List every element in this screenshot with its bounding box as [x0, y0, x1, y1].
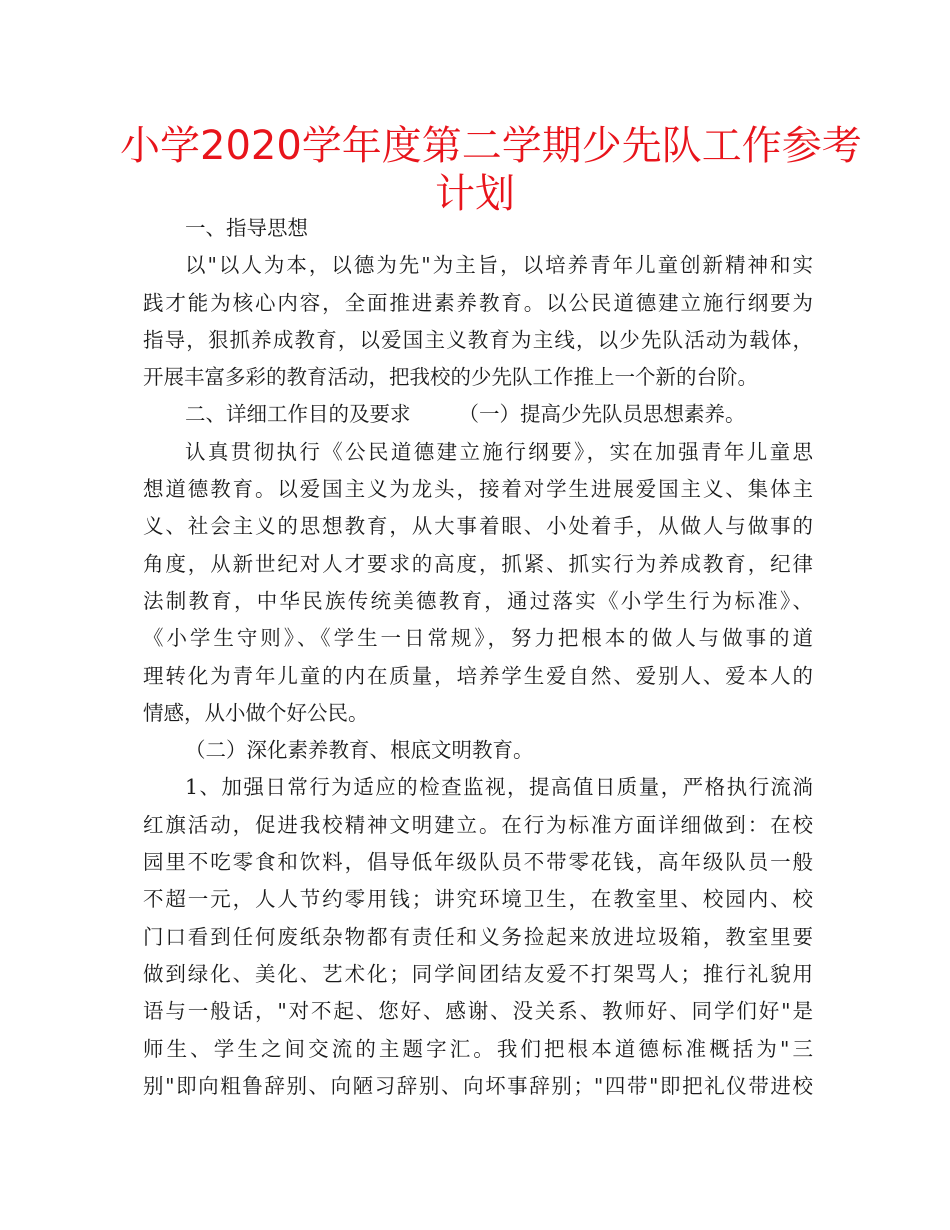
section-heading-line	[143, 396, 813, 433]
document-title-line-1: 小学2020学年度第二学期少先队工作参考	[120, 123, 862, 169]
paragraph-line: 《小学生守则》、《学生一日常规》，努力把根本的做人与做事的道	[143, 626, 813, 651]
paragraph-line: 理转化为青年儿童的内在质量，培养学生爱自然、爱别人、爱本人的	[143, 663, 813, 688]
paragraph-line: 红旗活动，促进我校精神文明建立。在行为标准方面详细做到：在校	[143, 812, 813, 837]
paragraph-line: 法制教育，中华民族传统美德教育，通过落实《小学生行为标准》、	[143, 588, 813, 613]
paragraph-line: 1、加强日常行为适应的检查监视，提高值日质量，严格执行流淌	[185, 775, 813, 800]
subsection-heading: （一）提高少先队员思想素养。	[458, 402, 746, 427]
paragraph-line: 践才能为核心内容，全面推进素养教育。以公民道德建立施行纲要为	[143, 290, 813, 315]
paragraph-line: 语与一般话，"对不起、您好、感谢、没关系、教师好、同学们好"是	[143, 999, 813, 1024]
paragraph-line: 师生、学生之间交流的主题字汇。我们把根本道德标准概括为"三	[143, 1036, 813, 1061]
paragraph-line: 园里不吃零食和饮料，倡导低年级队员不带零花钱，高年级队员一般	[143, 850, 813, 875]
section-heading: 二、详细工作目的及要求	[185, 402, 411, 427]
paragraph-line: 不超一元，人人节约零用钱；讲究环境卫生，在教室里、校园内、校	[143, 887, 813, 912]
paragraph-line: 指导，狠抓养成教育，以爱国主义教育为主线，以少先队活动为载体，	[143, 327, 813, 352]
paragraph-line: 情感，从小做个好公民。	[143, 700, 369, 725]
document-title-line-2: 计划	[435, 171, 515, 217]
paragraph-line: 角度，从新世纪对人才要求的高度，抓紧、抓实行为养成教育，纪律	[143, 551, 813, 576]
document-body	[143, 210, 813, 1105]
paragraph-line: 做到绿化、美化、艺术化；同学间团结友爱不打架骂人；推行礼貌用	[143, 961, 813, 986]
paragraph-line: 开展丰富多彩的教育活动，把我校的少先队工作推上一个新的台阶。	[143, 365, 758, 390]
paragraph-line: 想道德教育。以爱国主义为龙头，接着对学生进展爱国主义、集体主	[143, 477, 813, 502]
subsection-heading: （二）深化素养教育、根底文明教育。	[185, 738, 534, 763]
paragraph-line: 别"即向粗鲁辞别、向陋习辞别、向坏事辞别；"四带"即把礼仪带进校	[143, 1073, 813, 1098]
paragraph-line: 门口看到任何废纸杂物都有责任和义务捡起来放进垃圾箱，教室里要	[143, 924, 813, 949]
section-heading: 一、指导思想	[185, 216, 308, 240]
paragraph-line: 义、社会主义的思想教育，从大事着眼、小处着手，从做人与做事的	[143, 514, 813, 539]
paragraph-line: 以"以人为本，以德为先"为主旨，以培养青年儿童创新精神和实	[185, 253, 813, 278]
paragraph-line: 认真贯彻执行《公民道德建立施行纲要》，实在加强青年儿童思	[185, 439, 813, 464]
